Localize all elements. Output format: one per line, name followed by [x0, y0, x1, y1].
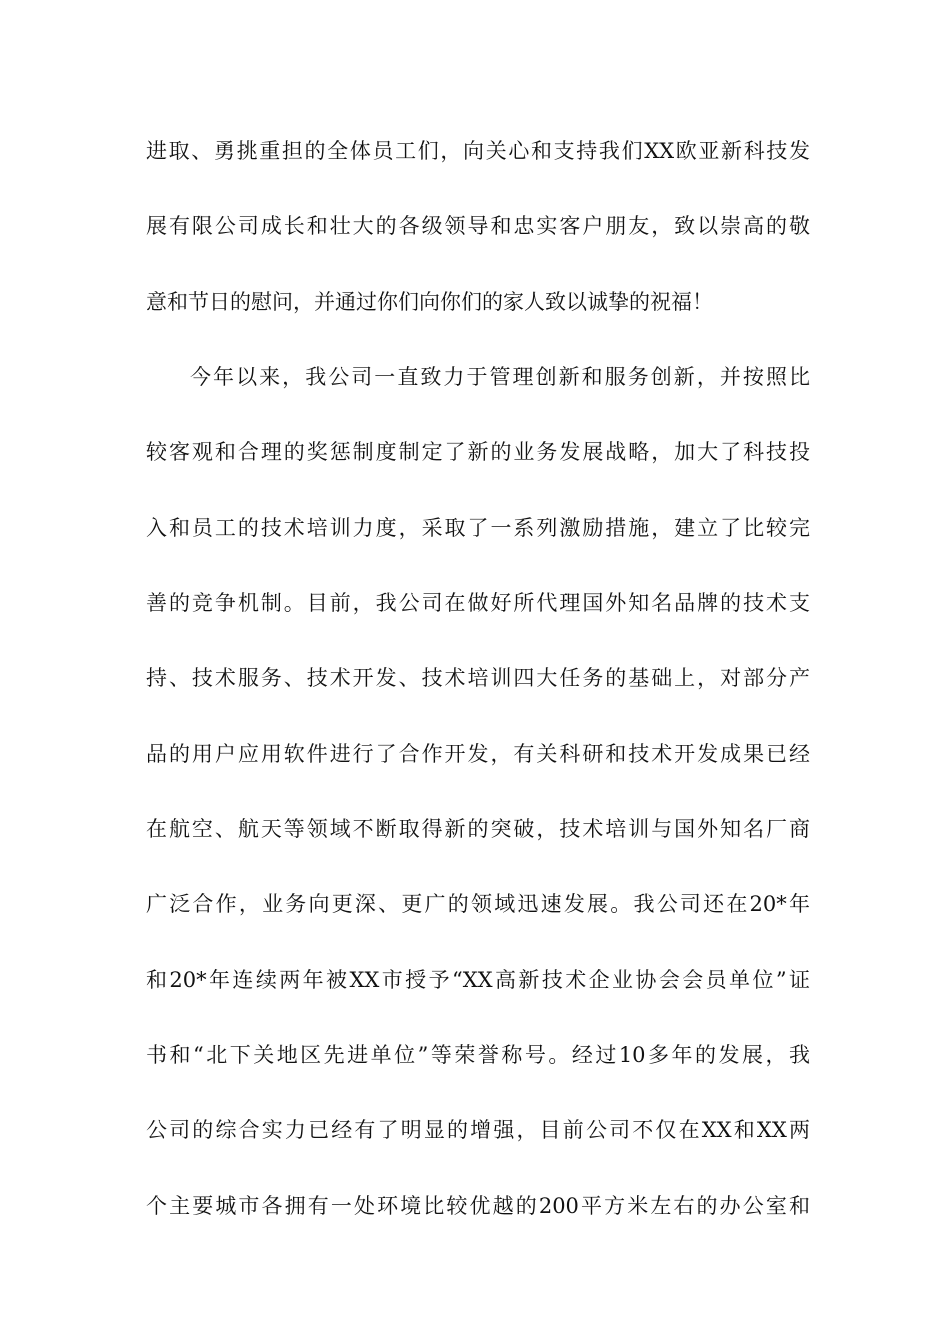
- text-line: 较客观和合理的奖惩制度制定了新的业务发展战略，加大了科技投: [146, 440, 810, 464]
- text-line: 善的竞争机制。目前，我公司在做好所代理国外知名品牌的技术支: [146, 591, 810, 615]
- text-line: 在航空、航天等领域不断取得新的突破，技术培训与国外知名厂商: [146, 817, 810, 841]
- text-line: 和20*年连续两年被XX市授予“XX高新技术企业协会会员单位”证: [146, 968, 810, 992]
- text-line: 入和员工的技术培训力度，采取了一系列激励措施，建立了比较完: [146, 516, 810, 540]
- text-line: 个主要城市各拥有一处环境比较优越的200平方米左右的办公室和: [146, 1194, 810, 1218]
- text-line: 进取、勇挑重担的全体员工们，向关心和支持我们XX欧亚新科技发: [146, 139, 810, 163]
- text-line: 意和节日的慰问，并通过你们向你们的家人致以诚挚的祝福！: [146, 290, 713, 314]
- text-line: 公司的综合实力已经有了明显的增强，目前公司不仅在XX和XX两: [146, 1118, 810, 1142]
- text-line: 展有限公司成长和壮大的各级领导和忠实客户朋友，致以崇高的敬: [146, 214, 810, 238]
- text-line: 书和“北下关地区先进单位”等荣誉称号。经过10多年的发展，我: [146, 1043, 810, 1067]
- text-line: 品的用户应用软件进行了合作开发，有关科研和技术开发成果已经: [146, 742, 810, 766]
- paragraph-first-line: 今年以来，我公司一直致力于管理创新和服务创新，并按照比: [190, 365, 810, 389]
- text-line: 持、技术服务、技术开发、技术培训四大任务的基础上，对部分产: [146, 666, 810, 690]
- text-line: 广泛合作，业务向更深、更广的领域迅速发展。我公司还在20*年: [146, 892, 810, 916]
